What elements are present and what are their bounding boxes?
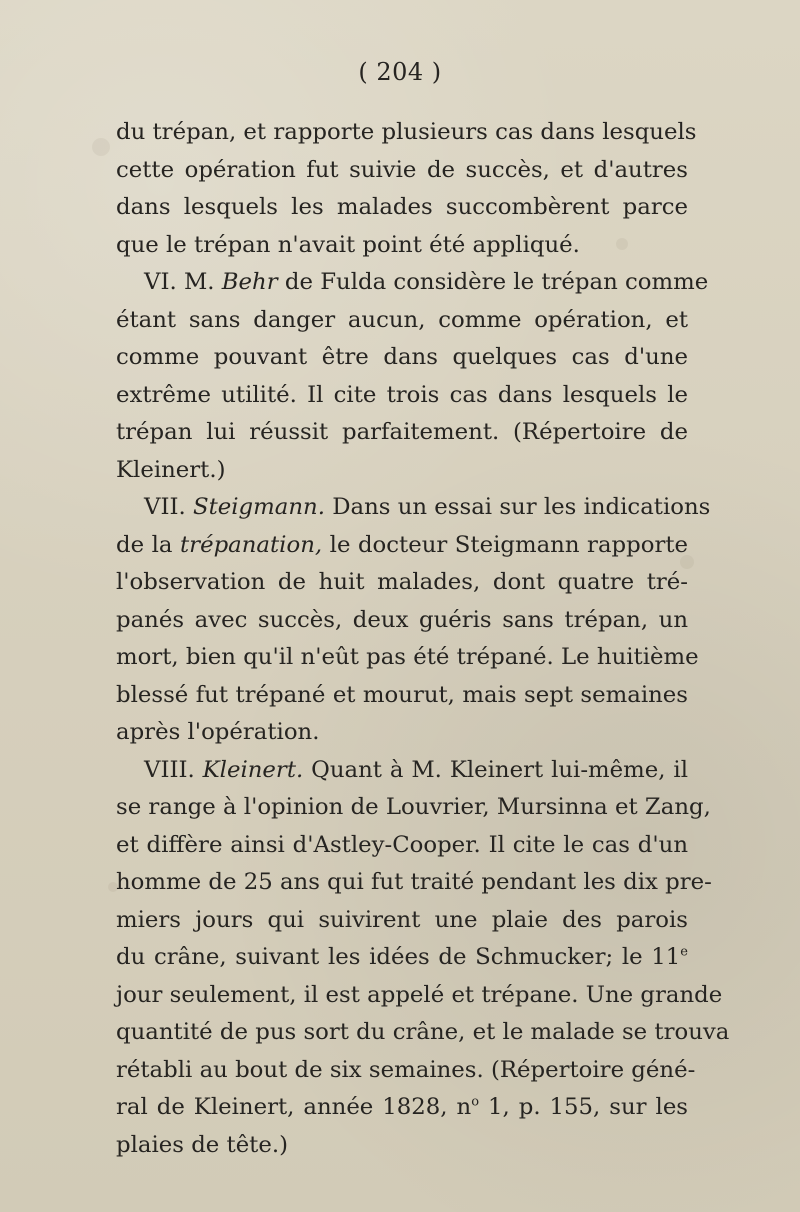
paragraph-vi-prefix: VI. M.: [144, 269, 222, 295]
paragraph-vii-suffix: Dans un essai sur les indications: [324, 494, 711, 520]
text-line: quantité de pus sort du crâne, et le malade se trouva: [116, 1019, 730, 1045]
text-line: blessé fut trépané et mourut, mais sept semaines: [116, 681, 688, 708]
text-line: mort, bien qu'il n'eût pas été trépané. Le huitième: [116, 644, 699, 670]
paragraph-viii-name: Kleinert.: [202, 756, 304, 783]
superscript-e: e: [680, 944, 688, 960]
text-line: cette opération fut suivie de succès, et d'autres: [116, 156, 688, 183]
text-line: que le trépan n'avait point été appliqué.: [116, 231, 580, 258]
text-line: du trépan, et rapporte plusieurs cas dans lesquels: [116, 119, 697, 145]
text-line: se range à l'opinion de Louvrier, Mursinna et Zang,: [116, 794, 711, 820]
text-line: après l'opération.: [116, 719, 320, 745]
text-line: plaies de tête.): [116, 1131, 288, 1158]
paragraph-vii-line2-suffix: le docteur Steigmann rapporte: [322, 531, 688, 558]
numero-superscript: o: [471, 1094, 480, 1110]
citation-suffix: 1, p. 155, sur les: [479, 1094, 689, 1120]
page-text: [116, 114, 730, 1164]
paragraph-vi-suffix: de Fulda considère le trépan comme: [277, 269, 709, 295]
paragraph-vi-name: Behr: [221, 269, 278, 295]
text-line: et diffère ainsi d'Astley-Cooper. Il cite le cas d'un: [116, 831, 688, 858]
citation-prefix: ral de Kleinert, année 1828, n: [116, 1094, 472, 1120]
paragraph-viii-suffix: Quant à M. Kleinert lui-même, il: [303, 756, 688, 783]
text-line: l'observation de huit malades, dont quatre tré-: [116, 569, 688, 595]
citation-line: [116, 1089, 688, 1127]
text-line: jour seulement, il est appelé et trépane. Une grande: [116, 981, 723, 1008]
text-line: comme pouvant être dans quelques cas d'une: [116, 344, 688, 370]
paragraph-vii-line2-prefix: de la: [116, 531, 181, 558]
text-line: trépan lui réussit parfaitement. (Répertoire de: [116, 419, 688, 445]
paragraph-vii-name: Steigmann.: [192, 494, 325, 520]
text-line: extrême utilité. Il cite trois cas dans lesquels le: [116, 381, 688, 408]
paragraph-vi-first-line: [116, 264, 709, 302]
text-line-prefix: du crâne, suivant les idées de Schmucker; le 11: [116, 944, 681, 970]
text-line: panés avec succès, deux guéris sans trépan, un: [116, 606, 688, 633]
paragraph-viii-prefix: VIII.: [144, 756, 203, 783]
text-line: rétabli au bout de six semaines. (Répertoire géné-: [116, 1056, 696, 1083]
paragraph-vii-prefix: VII.: [144, 494, 193, 520]
paragraph-vii-first-line: [116, 489, 711, 527]
paragraph-viii-first-line: [116, 752, 688, 790]
page-number: ( 204 ): [358, 58, 442, 86]
text-line: dans lesquels les malades succombèrent parce: [116, 194, 688, 220]
text-line: miers jours qui suivirent une plaie des parois: [116, 906, 688, 933]
text-line-with-superscript: [116, 939, 688, 977]
text-line: étant sans danger aucun, comme opération, et: [116, 306, 688, 333]
paragraph-vii-term: trépanation,: [180, 531, 323, 558]
paper-stain: [92, 138, 110, 156]
paragraph-vii-second-line: [116, 527, 688, 565]
text-line: homme de 25 ans qui fut traité pendant les dix pre-: [116, 869, 712, 895]
text-line: Kleinert.): [116, 456, 226, 483]
